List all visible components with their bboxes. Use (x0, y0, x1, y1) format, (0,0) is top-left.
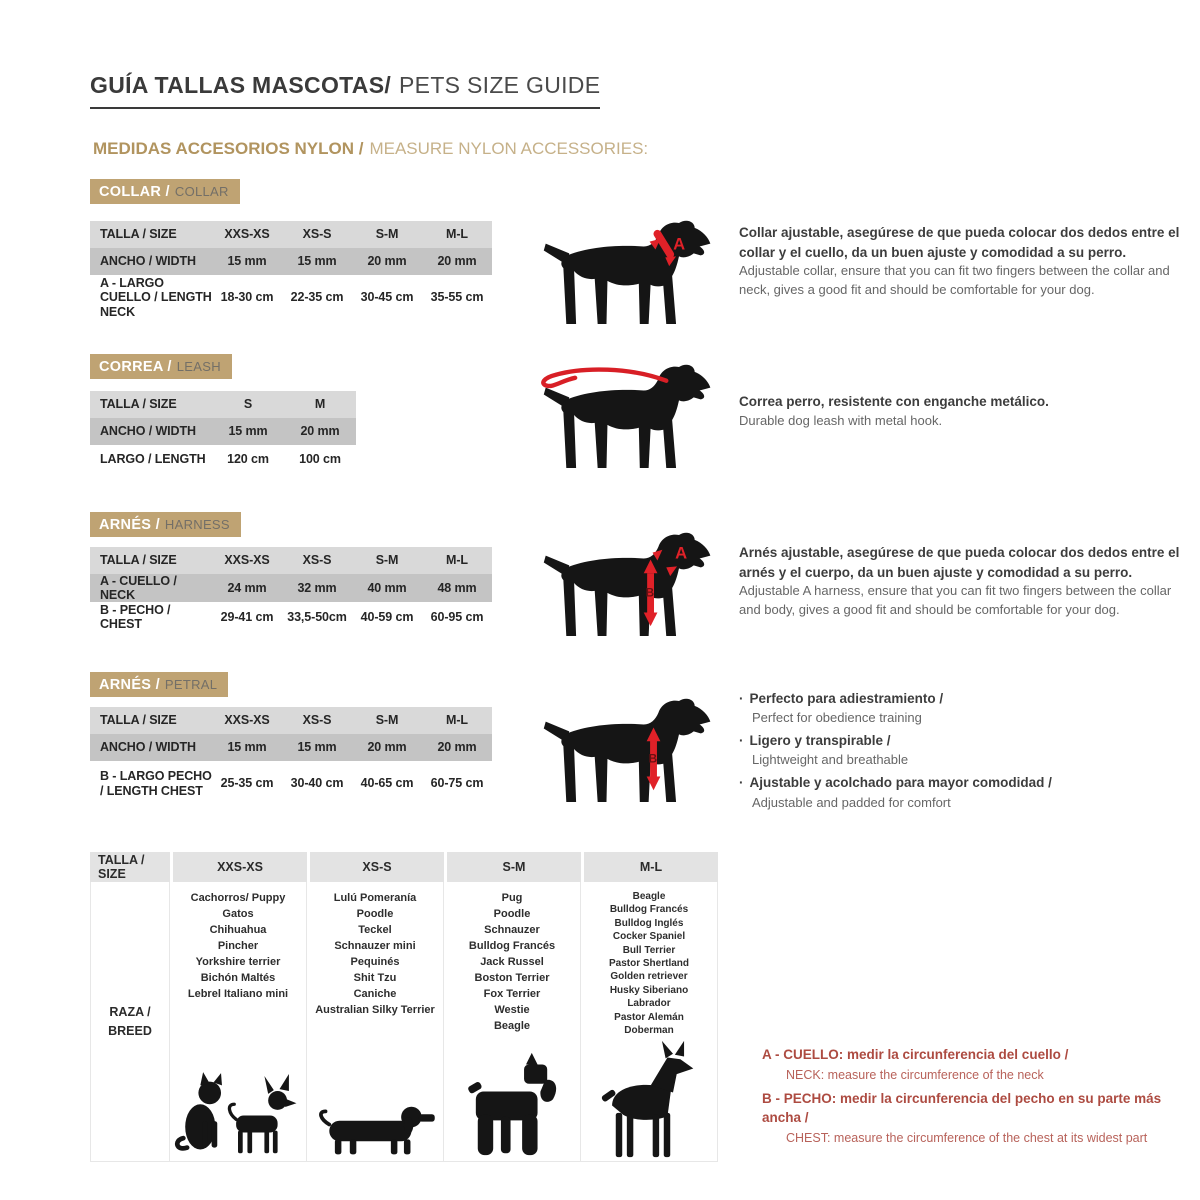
breed-header-cell: TALLA / SIZE (90, 852, 170, 882)
breed-item: Husky Siberiano (609, 984, 689, 996)
size-cell: 15 mm (227, 740, 267, 755)
breed-item: Beagle (493, 1020, 531, 1032)
bullet-dot: · (739, 775, 744, 791)
breed-item: Pastor Alemán (614, 1011, 684, 1023)
breed-header-cell: XXS-XS (170, 852, 307, 882)
leash-description (739, 392, 1187, 430)
leash-desc-es: Correa perro, resistente con enganche metálico. (739, 394, 1049, 409)
size-cell: 32 mm (297, 580, 337, 595)
leash-table-header-row (90, 391, 356, 418)
dog-chest-measure-icon (532, 692, 728, 810)
collar-table-header-row (90, 221, 492, 248)
page-subtitle-en: MEASURE NYLON ACCESSORIES: (369, 139, 649, 158)
breed-column-xs-s (307, 882, 444, 1162)
feature-es: · Ajustable y acolchado para mayor comodidad / (739, 775, 1052, 791)
breed-row-label-en: BREED (108, 1023, 152, 1038)
breed-row-label (90, 882, 170, 1162)
petral-chest-row (90, 761, 492, 806)
size-cell: 33,5-50cm (287, 609, 347, 624)
breed-item: Labrador (627, 998, 671, 1010)
breed-item: Yorkshire terrier (195, 956, 281, 968)
breed-item: Doberman (624, 1025, 674, 1037)
breed-list (188, 882, 288, 1002)
breed-item: Bulldog Inglés (614, 917, 684, 929)
breed-column-s-m (444, 882, 581, 1162)
size-cell: 29-41 cm (220, 609, 274, 624)
size-cell: 120 cm (227, 452, 269, 467)
breed-item: Gatos (222, 908, 254, 920)
cat-and-chihuahua-icon (172, 1057, 304, 1159)
petral-size-table (90, 707, 492, 806)
size-cell: 15 mm (227, 254, 267, 269)
size-cell: 20 mm (300, 424, 340, 439)
leash-desc-en: Durable dog leash with metal hook. (739, 412, 943, 428)
size-cell: 60-75 cm (430, 776, 484, 791)
marker-letter-b: B (645, 586, 655, 600)
breed-item: Schnauzer mini (334, 940, 416, 952)
size-cell: 100 cm (299, 452, 341, 467)
size-cell: 40-59 cm (360, 609, 414, 624)
feature-en: Lightweight and breathable (752, 752, 909, 768)
table-row-label: ANCHO / WIDTH (100, 254, 196, 269)
dog-leash-icon (532, 358, 728, 476)
table-header-cell: TALLA / SIZE (100, 397, 177, 412)
size-cell: 18-30 cm (220, 290, 274, 305)
page-subtitle-es: MEDIDAS ACCESORIOS NYLON / (93, 139, 364, 158)
table-header-cell: XXS-XS (224, 553, 270, 568)
size-cell: 48 mm (437, 580, 477, 595)
table-header-cell: TALLA / SIZE (100, 553, 177, 568)
size-cell: 20 mm (367, 254, 407, 269)
table-header-cell: S-M (375, 713, 399, 728)
collar-desc-en: Adjustable collar, ensure that you can fit two fingers between the collar and neck, gives a good fit and should be comfortable for your dog. (739, 263, 1170, 297)
collar-badge-es: COLLAR / (99, 184, 170, 200)
feature-es: · Ligero y transpirable / (739, 733, 891, 749)
table-header-cell: XXS-XS (224, 227, 270, 242)
collar-badge-en: COLLAR (174, 184, 229, 199)
table-row-label: LARGO / LENGTH (100, 452, 206, 467)
table-header-cell: TALLA / SIZE (100, 227, 177, 242)
size-cell: 20 mm (437, 254, 477, 269)
breed-column-m-l (581, 882, 718, 1162)
breed-item: Pastor Shertland (608, 958, 690, 970)
page-title (90, 72, 600, 109)
breed-list (609, 882, 689, 1037)
breed-item: Poodle (356, 908, 394, 920)
collar-width-row (90, 248, 492, 275)
breed-item: Chihuahua (209, 924, 267, 936)
harness-description (739, 543, 1187, 619)
size-cell: 40-65 cm (360, 776, 414, 791)
petral-badge-en: PETRAL (164, 677, 218, 692)
breed-item: Pincher (217, 940, 259, 952)
collar-neck-row (90, 275, 492, 320)
table-row-label: A - CUELLO / NECK (100, 573, 177, 602)
feature-en: Perfect for obedience training (752, 710, 922, 726)
size-cell: 20 mm (367, 740, 407, 755)
collar-size-table (90, 221, 492, 320)
collar-desc-es: Collar ajustable, asegúrese de que pueda colocar dos dedos entre el collar y el cuello, da un buen ajuste y comodidad a su perro. (739, 225, 1180, 260)
breed-item: Cachorros/ Puppy (190, 892, 286, 904)
harness-size-table (90, 547, 492, 632)
size-cell: 15 mm (228, 424, 268, 439)
size-cell: 15 mm (297, 740, 337, 755)
size-cell: 40 mm (367, 580, 407, 595)
dog-collar-measure-icon (532, 214, 728, 332)
harness-badge-en: HARNESS (164, 517, 230, 532)
petral-features (739, 690, 1179, 817)
breed-item: Teckel (358, 924, 392, 936)
table-header-cell: XS-S (302, 227, 332, 242)
size-cell: 35-55 cm (430, 290, 484, 305)
table-header-cell: XXS-XS (224, 713, 270, 728)
size-cell: 30-40 cm (290, 776, 344, 791)
petral-section-badge (90, 672, 228, 697)
breed-item: Beagle (632, 891, 666, 902)
harness-table-header-row (90, 547, 492, 574)
table-header-cell: XS-S (302, 553, 332, 568)
harness-neck-row (90, 574, 492, 602)
breed-item: Lulú Pomeranía (333, 892, 417, 904)
marker-letter-b: B (648, 752, 658, 766)
breed-item: Shit Tzu (353, 972, 397, 984)
size-cell: 60-95 cm (430, 609, 484, 624)
note-neck-en: NECK: measure the circumference of the neck (786, 1068, 1044, 1083)
breed-item: Caniche (353, 988, 397, 1000)
breed-item: Pug (501, 892, 523, 904)
marker-letter-a: A (673, 234, 686, 254)
table-header-cell: S-M (375, 553, 399, 568)
breed-item: Bull Terrier (622, 944, 676, 956)
bullet-dot: · (739, 733, 744, 749)
breed-row-label-es: RAZA / (109, 1004, 151, 1019)
table-row-label: ANCHO / WIDTH (100, 424, 196, 439)
measuring-notes (762, 1046, 1197, 1153)
breed-item: Jack Russel (480, 956, 544, 968)
breed-item: Boston Terrier (474, 972, 550, 984)
table-header-cell: S-M (375, 227, 399, 242)
breed-item: Lebrel Italiano mini (187, 988, 289, 1000)
breed-item: Poodle (493, 908, 531, 920)
breed-header-cell: XS-S (307, 852, 444, 882)
leash-size-table (90, 391, 356, 474)
dachshund-icon (312, 1089, 438, 1159)
table-header-cell: S (243, 397, 253, 412)
harness-desc-es: Arnés ajustable, asegúrese de que pueda colocar dos dedos entre el arnés y el cuerpo, da un buen ajuste y comodidad a su perro. (739, 545, 1180, 580)
harness-desc-en: Adjustable A harness, ensure that you can fit two fingers between the collar and body, gives a good fit and should be comfortable for your dog. (739, 583, 1172, 617)
table-header-cell: M (314, 397, 326, 412)
bullet-dot: · (739, 691, 744, 706)
breed-item: Cocker Spaniel (612, 931, 686, 943)
feature-es: · Perfecto para adiestramiento / (739, 691, 944, 706)
harness-chest-row (90, 602, 492, 632)
breed-list (469, 882, 555, 1034)
breed-item: Bulldog Francés (609, 904, 689, 916)
breed-item: Pequinés (350, 956, 400, 968)
note-chest-es: B - PECHO: medir la circunferencia del pecho en su parte más ancha / (762, 1091, 1162, 1125)
breed-header-cell: S-M (444, 852, 581, 882)
breed-column-xxs-xs (170, 882, 307, 1162)
page-subtitle (93, 139, 648, 159)
collar-section-badge (90, 179, 240, 204)
page-title-es: GUÍA TALLAS MASCOTAS/ (90, 72, 392, 98)
table-header-cell: XS-S (302, 713, 332, 728)
harness-section-badge (90, 512, 241, 537)
schnauzer-icon (466, 1051, 558, 1159)
leash-badge-es: CORREA / (99, 359, 172, 375)
leash-length-row (90, 445, 356, 474)
breed-item: Bichón Maltés (200, 972, 276, 984)
size-cell: 24 mm (227, 580, 267, 595)
table-row-label: ANCHO / WIDTH (100, 740, 196, 755)
breed-item: Bulldog Francés (468, 940, 556, 952)
collar-description (739, 223, 1187, 299)
breed-item: Schnauzer (484, 924, 540, 936)
size-cell: 22-35 cm (290, 290, 344, 305)
leash-width-row (90, 418, 356, 445)
dog-harness-measure-icon (532, 526, 728, 644)
breed-item: Fox Terrier (483, 988, 541, 1000)
breed-table (90, 852, 718, 1162)
breed-list (315, 882, 435, 1018)
table-header-cell: M-L (446, 553, 468, 568)
page-title-en: PETS SIZE GUIDE (399, 72, 601, 98)
size-cell: 25-35 cm (220, 776, 274, 791)
size-cell: 20 mm (437, 740, 477, 755)
table-row-label: B - LARGO PECHO / LENGTH CHEST (100, 769, 212, 798)
leash-section-badge (90, 354, 232, 379)
petral-table-header-row (90, 707, 492, 734)
breed-item: Australian Silky Terrier (315, 1004, 435, 1016)
harness-badge-es: ARNÉS / (99, 517, 160, 533)
marker-letter-a: A (675, 543, 688, 563)
doberman-icon (597, 1039, 701, 1159)
breed-table-header-row (90, 852, 718, 882)
breed-header-cell: M-L (581, 852, 718, 882)
chihuahua-icon (229, 1074, 296, 1153)
note-chest-en: CHEST: measure the circumference of the chest at its widest part (786, 1130, 1148, 1145)
table-header-cell: M-L (446, 713, 468, 728)
size-cell: 30-45 cm (360, 290, 414, 305)
table-header-cell: TALLA / SIZE (100, 713, 177, 728)
feature-en: Adjustable and padded for comfort (752, 794, 951, 810)
petral-badge-es: ARNÉS / (99, 677, 160, 693)
table-row-label: B - PECHO / CHEST (100, 602, 171, 631)
table-row-label: A - LARGO CUELLO / LENGTH NECK (100, 275, 212, 319)
size-cell: 15 mm (297, 254, 337, 269)
cat-icon (177, 1072, 222, 1149)
note-neck-es: A - CUELLO: medir la circunferencia del cuello / (762, 1047, 1069, 1062)
leash-badge-en: LEASH (176, 359, 221, 374)
table-header-cell: M-L (446, 227, 468, 242)
petral-width-row (90, 734, 492, 761)
breed-table-body-row (90, 882, 718, 1162)
breed-item: Westie (494, 1004, 530, 1016)
breed-item: Golden retriever (610, 971, 688, 983)
